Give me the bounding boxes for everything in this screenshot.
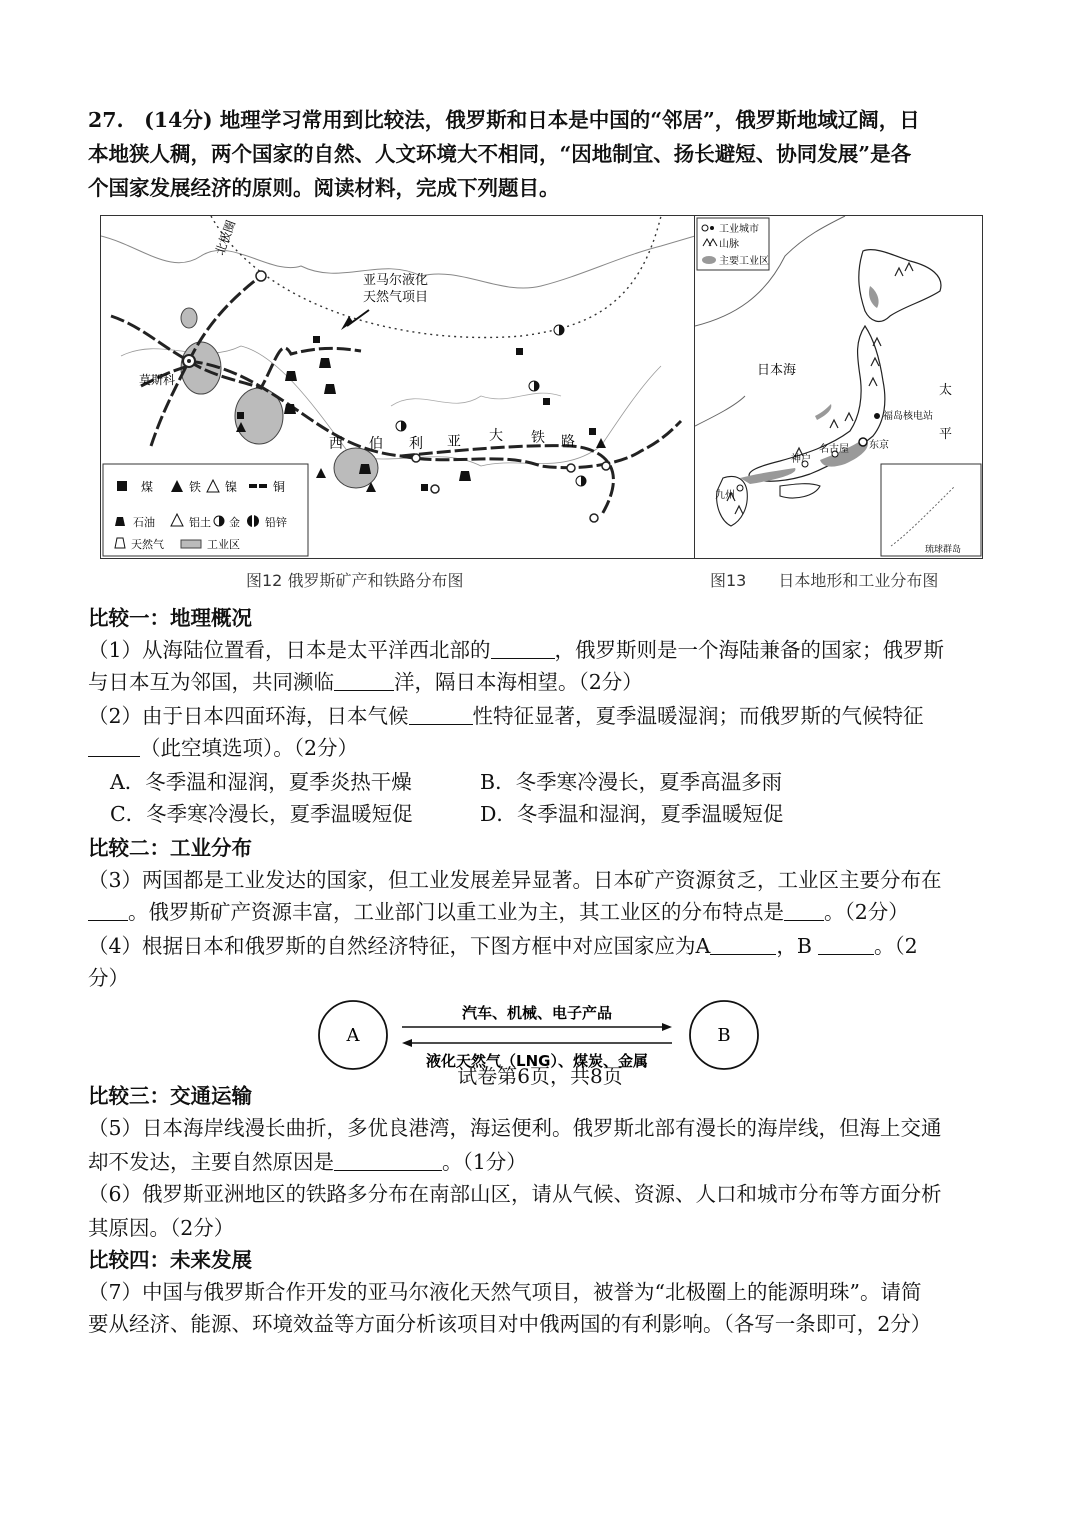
section4-title: 比较四：未来发展 (88, 1248, 252, 1272)
q3-line2: 。俄罗斯矿产资源丰富，工业部门以重工业为主，其工业区的分布特点是 。（2分） (88, 896, 994, 928)
svg-text:铁: 铁 (189, 480, 202, 494)
q6-line2: 其原因。（2分） (88, 1216, 235, 1240)
yamal-callout-line2: 天然气项目 (363, 290, 429, 305)
sea-of-japan-label: 日本海 (757, 363, 797, 378)
q1-line1: （1）从海陆位置看，日本是太平洋西北部的 ，俄罗斯则是一个海陆兼备的国家；俄罗斯 (88, 638, 945, 662)
nagoya-label: 名古屋 (819, 444, 849, 455)
q7-line1: （7）中国与俄罗斯合作开发的亚马尔液化天然气项目，被誉为“北极圈上的能源明珠”。请简 (88, 1280, 922, 1304)
exports-b-to-a: 液化天然气（LNG）、煤炭、金属 (426, 1052, 648, 1070)
tokyo-label: 东京 (869, 440, 889, 451)
option-d: D．冬季温和湿润，夏季温暖短促 (480, 802, 784, 826)
moscow-label: 莫斯科 (139, 373, 176, 387)
industrial-zone-kuzbass (334, 448, 378, 488)
figure12-caption: 图12 俄罗斯矿产和铁路分布图 (246, 571, 464, 590)
section1-title: 比较一：地理概况 (88, 606, 252, 630)
q3-blank1[interactable] (88, 900, 128, 921)
q3-line1: （3）两国都是工业发达的国家，但工业发展差异显著。日本矿产资源贫乏，工业区主要分布在 (88, 868, 942, 892)
q4-blank-b[interactable] (818, 934, 874, 955)
section2-title: 比较二：工业分布 (88, 836, 252, 860)
svg-text:石油: 石油 (133, 516, 155, 529)
question-intro-line2: 本地狭人稠，两个国家的自然、人文环境大不相同，“因地制宜、扬长避短、协同发展”是各 (88, 142, 912, 166)
option-b: B．冬季寒冷漫长，夏季高温多雨 (480, 770, 783, 794)
figure13-caption: 图13 日本地形和工业分布图 (710, 571, 939, 590)
japan-map-figure (694, 215, 983, 559)
q6-line1: （6）俄罗斯亚洲地区的铁路多分布在南部山区，请从气候、资源、人口和城市分布等方面分析 (88, 1182, 942, 1206)
svg-text:金: 金 (229, 516, 240, 529)
svg-text:西: 西 (329, 436, 343, 452)
svg-text:工业区: 工业区 (207, 538, 240, 551)
q5-line2: 却不发达，主要自然原因是 。（1分） (88, 1150, 527, 1174)
svg-text:山脉: 山脉 (719, 239, 739, 250)
svg-text:铜: 铜 (273, 480, 286, 494)
q5-blank[interactable] (334, 1150, 442, 1171)
honshu (749, 326, 885, 481)
svg-text:亚: 亚 (447, 434, 461, 450)
q4-line2: 分） (88, 966, 129, 990)
q1-blank1[interactable] (491, 638, 555, 659)
q1-blank2[interactable] (334, 670, 394, 691)
yamal-callout-line1: 亚马尔液化 (363, 273, 429, 288)
arctic-circle (211, 216, 661, 338)
hokkaido (859, 250, 941, 322)
svg-text:主要工业区: 主要工业区 (719, 256, 769, 267)
ryukyu-label: 琉球群岛 (925, 545, 962, 555)
circle-a-label: A (346, 1025, 360, 1046)
q2-line1: （2）由于日本四面环海，日本气候 性特征显著，夏季温暖湿润；而俄罗斯的气候特征 (88, 704, 924, 728)
svg-text:煤: 煤 (141, 480, 154, 494)
svg-text:铅锌: 铅锌 (265, 516, 287, 529)
q2-line2: （此空填选项）。（2分） (88, 732, 994, 764)
circle-b-label: B (717, 1025, 731, 1046)
shikoku (780, 484, 820, 498)
tokyo-point (859, 438, 867, 446)
q2-blank2[interactable] (88, 736, 140, 757)
q4-line1: （4）根据日本和俄罗斯的自然经济特征，下图方框中对应国家应为A ，B 。（2 (88, 934, 918, 958)
section3-title: 比较三：交通运输 (88, 1084, 252, 1108)
japan-map (695, 216, 982, 558)
fukushima-point (874, 413, 880, 419)
option-a: A．冬季温和湿润，夏季炎热干燥 (110, 770, 412, 794)
option-c: C．冬季寒冷漫长，夏季温暖短促 (110, 802, 413, 826)
svg-text:平: 平 (939, 427, 953, 442)
question-intro-line1: 27. (14分) 地理学习常用到比较法，俄罗斯和日本是中国的“邻居”，俄罗斯地域辽阔，日 (88, 108, 920, 132)
q1-line2: 与日本互为邻国，共同濒临 洋，隔日本海相望。（2分） (88, 670, 643, 694)
q7-line2: 要从经济、能源、环境效益等方面分析该项目对中俄两国的有利影响。（各写一条即可，2分） (88, 1312, 932, 1336)
q2-blank1[interactable] (409, 704, 473, 725)
svg-text:铁: 铁 (531, 430, 545, 446)
arctic-circle-label: 北极圈 (212, 218, 239, 258)
russia-map-figure (100, 215, 730, 559)
svg-text:镍: 镍 (225, 480, 238, 494)
fukushima-label: 福岛核电站 (883, 411, 933, 422)
q4-blank-a[interactable] (710, 934, 776, 955)
russia-map (101, 216, 729, 558)
question-intro-line3: 个国家发展经济的原则。阅读材料，完成下列题目。 (88, 176, 560, 200)
svg-text:工业城市: 工业城市 (719, 224, 759, 235)
exports-a-to-b: 汽车、机械、电子产品 (461, 1004, 613, 1022)
svg-text:铝土: 铝土 (189, 516, 211, 529)
svg-text:大: 大 (489, 428, 503, 444)
svg-text:天然气: 天然气 (131, 538, 164, 551)
q3-blank2[interactable] (784, 900, 824, 921)
q5-line1: （5）日本海岸线漫长曲折，多优良港湾，海运便利。俄罗斯北部有漫长的海岸线，但海上交通 (88, 1116, 942, 1140)
svg-text:路: 路 (561, 434, 575, 450)
svg-text:利: 利 (409, 436, 423, 452)
kyushu-label: 九州 (715, 490, 735, 501)
svg-text:伯: 伯 (369, 436, 383, 452)
svg-text:太: 太 (939, 383, 953, 398)
page-footer: 试卷第6页，共8页 (457, 1064, 623, 1088)
kobe-label: 神户 (791, 454, 811, 465)
kyushu (717, 477, 748, 526)
